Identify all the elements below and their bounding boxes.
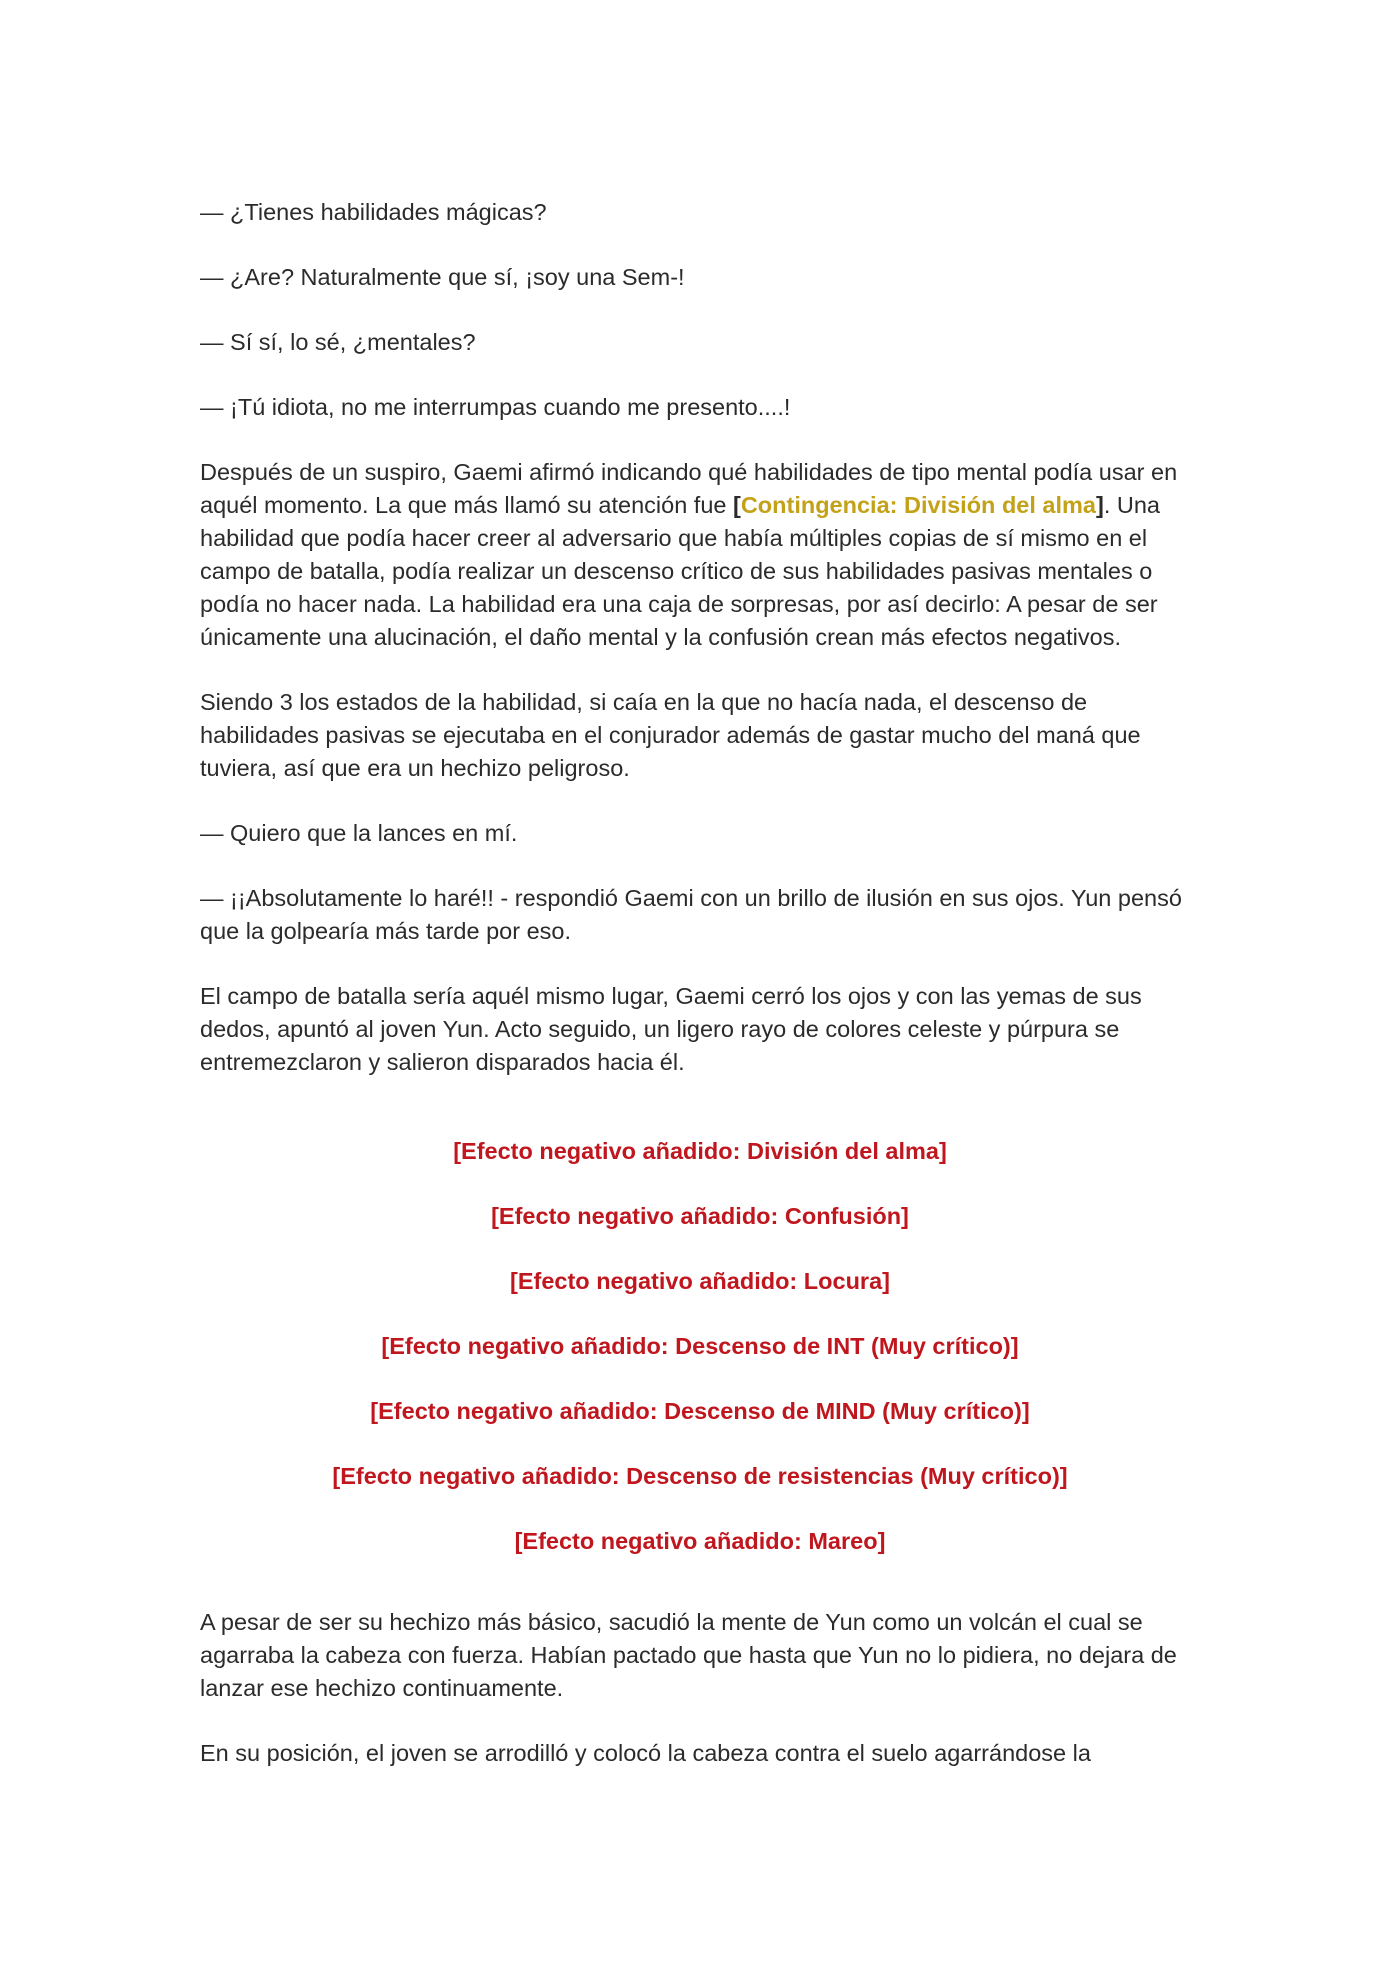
bracket-close: ]: [1096, 492, 1104, 518]
effect-notification: [Efecto negativo añadido: Confusión]: [491, 1203, 909, 1229]
paragraph-battlefield: El campo de batalla sería aquél mismo lugar, Gaemi cerró los ojos y con las yemas de sus dedos, apuntó al joven Yun. Acto seguido, un ligero rayo de colores celeste y púrpura se entremezclaron y salieron disparados hacia él.: [200, 983, 1142, 1075]
dialog-line-2: — ¿Are? Naturalmente que sí, ¡soy una Sem-!: [200, 264, 685, 290]
effect-notification: [Efecto negativo añadido: Descenso de resistencias (Muy crítico)]: [332, 1463, 1068, 1489]
effect-notification: [Efecto negativo añadido: Descenso de INT (Muy crítico)]: [381, 1333, 1019, 1359]
negative-effects-list: [200, 1135, 1200, 1558]
paragraph-skill-states: Siendo 3 los estados de la habilidad, si caía en la que no hacía nada, el descenso de habilidades pasivas se ejecutaba en el conjurador además de gastar mucho del maná que tuviera, así que era un hechizo peligroso.: [200, 689, 1141, 781]
effect-notification: [Efecto negativo añadido: Locura]: [510, 1268, 890, 1294]
effect-notification: [Efecto negativo añadido: Descenso de MIND (Muy crítico)]: [370, 1398, 1030, 1424]
paragraph-skill-description: [200, 456, 1200, 654]
effect-notification: [Efecto negativo añadido: División del alma]: [453, 1138, 947, 1164]
paragraph-text-before: Después de un suspiro, Gaemi afirmó indicando qué habilidades de tipo mental podía usar en aquél momento. La que más llamó su atención fue: [200, 459, 1178, 518]
bracket-open: [: [732, 492, 741, 518]
paragraph-text-after: . Una habilidad que podía hacer creer al adversario que había múltiples copias de sí mismo en el campo de batalla, podía realizar un descenso crítico de sus habilidades pasivas mentales o podía no hacer nada. La habilidad era una caja de sorpresas, por así decirlo: A pesar de ser únicamente una alucinación, el daño mental y la confusión crean más efectos negativos.: [200, 492, 1160, 650]
dialog-line-6: — ¡¡Absolutamente lo haré!! - respondió Gaemi con un brillo de ilusión en sus ojos. Yun pensó que la golpearía más tarde por eso.: [200, 885, 1182, 944]
paragraph-kneel: En su posición, el joven se arrodilló y colocó la cabeza contra el suelo agarrándose la: [200, 1740, 1091, 1766]
dialog-line-5: — Quiero que la lances en mí.: [200, 820, 518, 846]
effect-notification: [Efecto negativo añadido: Mareo]: [514, 1528, 886, 1554]
dialog-line-3: — Sí sí, lo sé, ¿mentales?: [200, 329, 476, 355]
dialog-line-4: — ¡Tú idiota, no me interrumpas cuando me presento....!: [200, 394, 791, 420]
paragraph-spell-effect: A pesar de ser su hechizo más básico, sacudió la mente de Yun como un volcán el cual se agarraba la cabeza con fuerza. Habían pactado que hasta que Yun no lo pidiera, no dejara de lanzar ese hechizo continuamente.: [200, 1609, 1177, 1701]
skill-name-highlight: Contingencia: División del alma: [740, 492, 1096, 518]
dialog-line-1: — ¿Tienes habilidades mágicas?: [200, 199, 547, 225]
